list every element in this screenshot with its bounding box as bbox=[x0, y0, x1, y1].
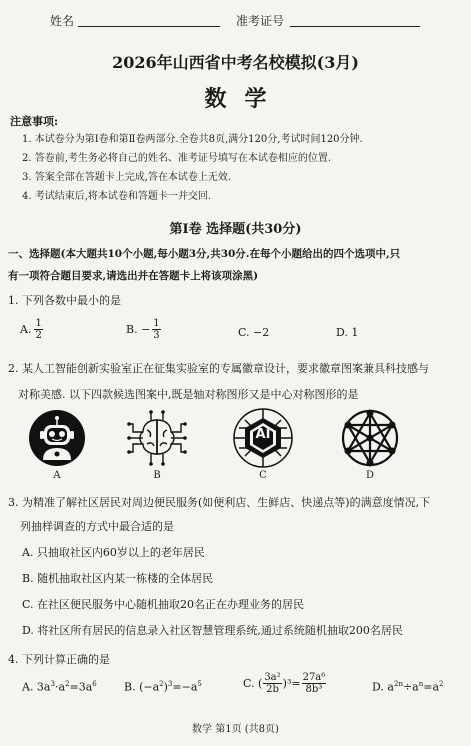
note-item: 2. 答卷前,考生务必将自己的姓名、准考证号填写在本试卷相应的位置. bbox=[22, 153, 332, 164]
name-label: 姓名 bbox=[50, 14, 75, 28]
badge-label-a: A bbox=[53, 470, 61, 481]
notes-heading: 注意事项: bbox=[10, 115, 59, 128]
q1-option-a: A. $\frac{1}{2}$ bbox=[20, 318, 42, 341]
ai-chip-text: AI bbox=[255, 427, 271, 442]
robot-badge-icon bbox=[27, 408, 87, 468]
name-blank bbox=[78, 26, 220, 27]
q4-stem: 4. 下列计算正确的是 bbox=[8, 653, 110, 666]
q4-option-a: A. $3a^3\cdot a^2=3a^6$ bbox=[22, 680, 97, 694]
fraction: $\frac{1}{2}$ bbox=[35, 318, 42, 341]
q3-option-a: A. 只抽取社区内60岁以上的老年居民 bbox=[22, 546, 205, 559]
q3-option-d: D. 将社区所有居民的信息录入社区智慧管理系统,通过系统随机抽取200名居民 bbox=[22, 624, 403, 637]
fraction: $\frac{1}{3}$ bbox=[153, 318, 160, 341]
network-star-badge-icon bbox=[339, 408, 401, 468]
q4-option-d: D. $a^{2n}\div a^n=a^2$ bbox=[372, 680, 444, 694]
brain-circuit-badge-icon bbox=[127, 408, 187, 468]
section-desc-line2: 有一项符合题目要求,请选出并在答题卡上将该项涂黑) bbox=[8, 270, 259, 282]
page-footer: 数学 第1页 (共8页) bbox=[192, 724, 279, 735]
note-item: 1. 本试卷分为第Ⅰ卷和第Ⅱ卷两部分.全卷共8页,满分120分,考试时间120分钟. bbox=[22, 134, 363, 145]
q4-option-c: C. ( $\frac{\text{3a²}}{2b}$ )³= $\frac{\text{27a⁶}}{\text{8b³}}$ bbox=[243, 672, 326, 695]
q3-stem-line1: 3. 为精准了解社区居民对周边便民服务(如便利店、生鲜店、快递点等)的满意度情况,下 bbox=[8, 496, 431, 509]
q3-stem-line2: 列抽样调查的方式中最合适的是 bbox=[20, 520, 174, 533]
badge-label-b: B bbox=[153, 470, 161, 481]
q3-option-c: C. 在社区便民服务中心随机抽取20名正在办理业务的居民 bbox=[22, 598, 305, 611]
fraction: $\frac{\text{3a²}}{2b}$ bbox=[264, 672, 281, 695]
exam-no-blank bbox=[290, 26, 420, 27]
section-title: 第Ⅰ卷 选择题(共30分) bbox=[169, 222, 302, 237]
badge-label-c: C bbox=[259, 470, 267, 481]
exam-no-label: 准考证号 bbox=[236, 14, 285, 28]
page-title: 2026年山西省中考名校模拟(3月) bbox=[112, 53, 359, 72]
badge-label-d: D bbox=[365, 470, 375, 481]
q3-option-b: B. 随机抽取社区内某一栋楼的全体居民 bbox=[22, 572, 214, 585]
q2-stem-line1: 2. 某人工智能创新实验室正在征集实验室的专属徽章设计，要求徽章图案兼具科技感与 bbox=[8, 362, 429, 375]
subject-title: 数学 bbox=[204, 86, 285, 112]
q1-stem: 1. 下列各数中最小的是 bbox=[8, 294, 121, 307]
q1-option-d: D. 1 bbox=[336, 326, 359, 339]
q2-stem-line2: 对称美感. 以下四款候选图案中,既是轴对称图形又是中心对称图形的是 bbox=[18, 388, 359, 401]
fraction: $\frac{\text{27a⁶}}{\text{8b³}}$ bbox=[302, 672, 326, 695]
section-desc-line1: 一、选择题(本大题共10个小题,每小题3分,共30分.在每个小题给出的四个选项中,只 bbox=[8, 248, 401, 260]
note-item: 3. 答案全部在答题卡上完成,答在本试卷上无效. bbox=[22, 172, 232, 183]
note-item: 4. 考试结束后,将本试卷和答题卡一并交回. bbox=[22, 191, 212, 202]
q1-option-c: C. −2 bbox=[238, 326, 270, 339]
q1-option-b: B. − $\frac{1}{3}$ bbox=[126, 318, 160, 341]
q4-option-b: B. $(-a^2)^3=-a^5$ bbox=[124, 680, 202, 694]
